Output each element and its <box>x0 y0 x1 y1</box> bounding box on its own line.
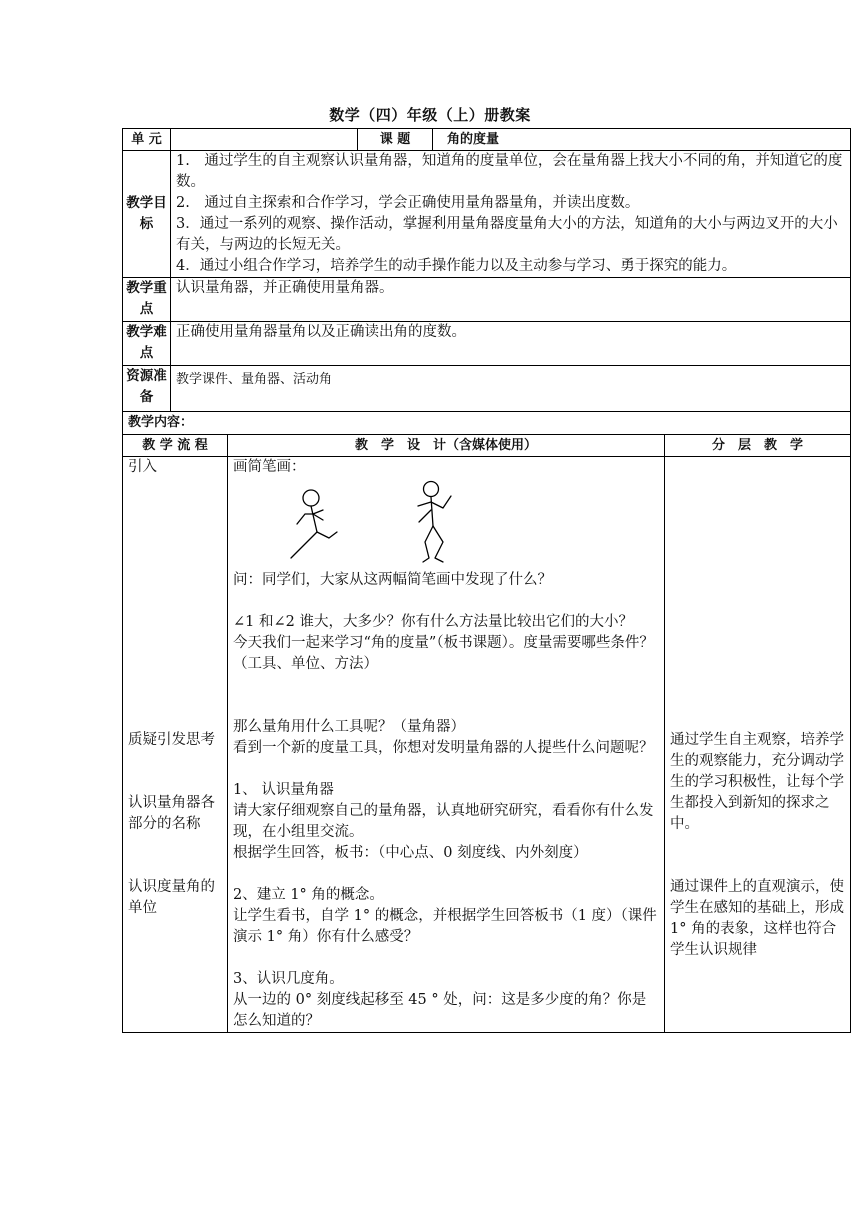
content-row <box>123 457 851 1033</box>
design-line: 画简笔画： <box>233 459 306 475</box>
content-label: 教学内容： <box>123 412 851 435</box>
columns-header-row <box>123 435 851 457</box>
design-line: 那么量角用什么工具呢？（量角器） <box>233 719 465 735</box>
unit-value <box>171 129 358 151</box>
objectives-label: 教学目标 <box>123 151 171 278</box>
resources-text: 教学课件、量角器、活动角 <box>171 366 851 412</box>
process-question: 质疑引发思考 <box>128 732 215 748</box>
difficulties-text: 正确使用量角器量角以及正确读出角的度数。 <box>171 322 851 366</box>
design-column <box>228 457 665 1033</box>
topic-label: 课 题 <box>358 129 433 151</box>
objective-item: 4．通过小组合作学习，培养学生的动手操作能力以及主动参与学习、勇于探究的能力。 <box>176 258 737 274</box>
process-parts: 认识量角器各部分的名称 <box>128 795 215 832</box>
unit-label: 单 元 <box>123 129 171 151</box>
process-unit: 认识度量角的单位 <box>128 879 215 916</box>
tiered-note: 通过学生自主观察，培养学生的观察能力，充分调动学生的学习积极性，让每个学生都投入到新知的探求之中。 <box>670 732 844 832</box>
key-points-label: 教学重点 <box>123 278 171 322</box>
design-line: 3、认识几度角。 <box>233 971 344 987</box>
design-line: 看到一个新的度量工具，你想对发明量角器的人提些什么问题呢？ <box>233 740 654 756</box>
difficulties-row <box>123 322 851 366</box>
objectives-row <box>123 151 851 278</box>
resources-row <box>123 366 851 412</box>
design-line: 2、建立 1° 角的概念。 <box>233 887 384 903</box>
design-line: ∠1 和∠2 谁大，大多少？你有什么方法量比较出它们的大小？ <box>233 614 633 630</box>
process-column <box>123 457 228 1033</box>
key-points-row <box>123 278 851 322</box>
tiered-note: 通过课件上的直观演示，使学生在感知的基础上，形成 1° 角的表象，这样也符合学生认识规律 <box>670 879 844 958</box>
design-line: 1、 认识量角器 <box>233 782 334 798</box>
stick-figure-drawings <box>233 478 659 570</box>
objective-item: 1. 通过学生的自主观察认识量角器，知道角的度量单位，会在量角器上找大小不同的角，并知道它的度数。 <box>176 153 843 190</box>
design-line: 根据学生回答，板书：（中心点、0 刻度线、内外刻度） <box>233 845 588 861</box>
col-design: 教 学 设 计（含媒体使用） <box>228 435 665 457</box>
header-row <box>123 129 851 151</box>
design-line: 请大家仔细观察自己的量角器，认真地研究研究，看看你有什么发现，在小组里交流。 <box>233 803 654 840</box>
stick-figures-image <box>283 478 483 570</box>
col-process: 教 学 流 程 <box>123 435 228 457</box>
objective-item: 2. 通过自主探索和合作学习，学会正确使用量角器量角，并读出度数。 <box>176 195 640 211</box>
key-points-text: 认识量角器，并正确使用量角器。 <box>171 278 851 322</box>
content-label-row <box>123 412 851 435</box>
design-line: 今天我们一起来学习“角的度量”（板书课题）。度量需要哪些条件？（工具、单位、方法） <box>233 635 654 672</box>
page-title: 数学（四）年级（上）册教案 <box>329 106 531 124</box>
col-tiered: 分 层 教 学 <box>665 435 851 457</box>
process-intro: 引入 <box>128 459 157 475</box>
topic-value: 角的度量 <box>433 129 851 151</box>
design-line: 问：同学们，大家从这两幅简笔画中发现了什么？ <box>233 572 552 588</box>
resources-label: 资源准备 <box>123 366 171 412</box>
design-line: 让学生看书，自学 1° 的概念，并根据学生回答板书（1 度）（课件演示 1° 角）你有什么感受？ <box>233 908 657 945</box>
objective-item: 3．通过一系列的观察、操作活动，掌握利用量角器度量角大小的方法，知道角的大小与两边叉开的大小有关，与两边的长短无关。 <box>176 216 838 253</box>
design-line: 从一边的 0° 刻度线起移至 45 ° 处，问：这是多少度的角？你是怎么知道的？ <box>233 992 647 1029</box>
objectives-content <box>171 151 851 278</box>
tiered-column <box>665 457 851 1033</box>
difficulties-label: 教学难点 <box>123 322 171 366</box>
lesson-plan-table <box>122 128 851 1033</box>
